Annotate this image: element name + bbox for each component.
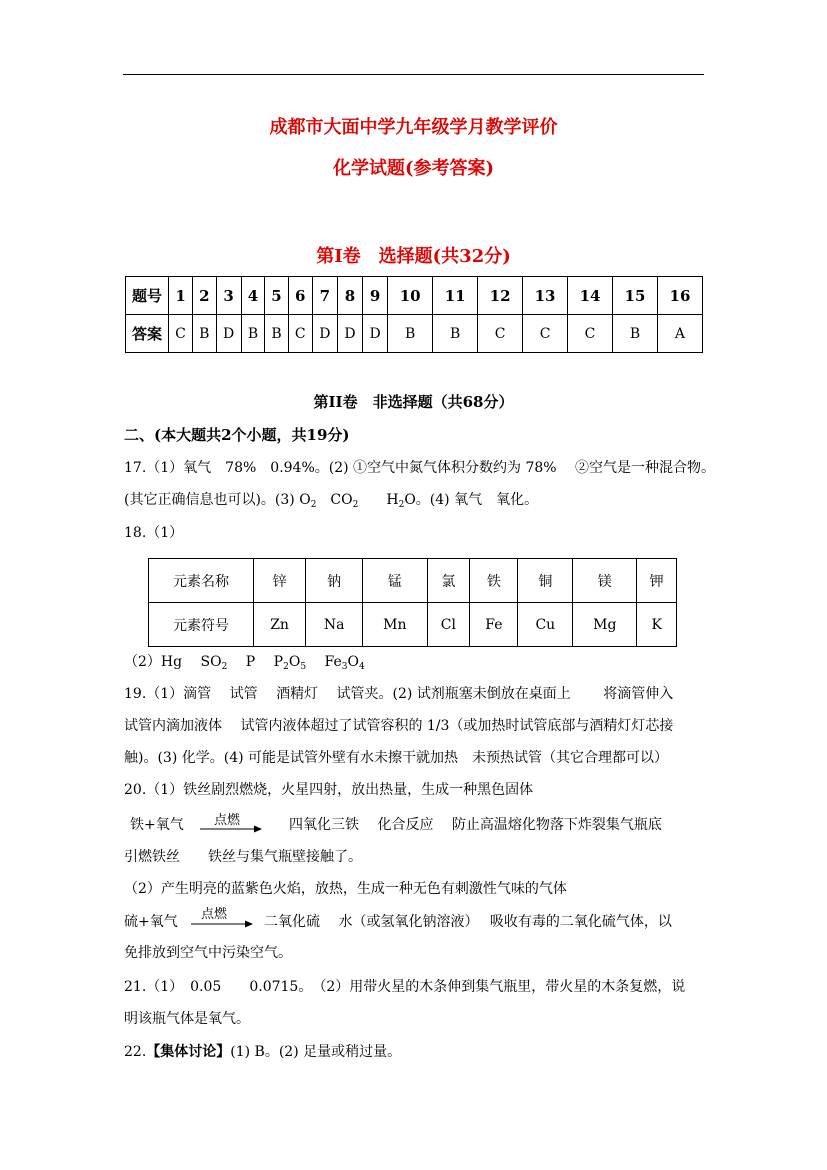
answer-cell: B — [265, 315, 289, 353]
q22-bold-label: 【集体讨论】 — [146, 1044, 231, 1060]
element-name: 镁 — [573, 559, 637, 603]
q20-line4: （2）产生明亮的蓝紫色火焰，放热，生成一种无色有刺激性气味的气体 — [124, 881, 567, 897]
answer-table — [125, 276, 703, 353]
q20-eq2-left: 硫+氧气 — [124, 914, 178, 930]
answer-cell: C — [478, 315, 523, 353]
q20-line1: 20.（1）铁丝剧烈燃烧，火星四射，放出热量，生成一种黑色固体 — [124, 782, 534, 798]
q20-line6: 免排放到空气中污染空气。 — [124, 945, 292, 961]
element-symbol-row — [149, 603, 677, 647]
question-number: 8 — [337, 277, 362, 315]
element-symbol: Cu — [518, 603, 573, 647]
element-name: 锌 — [254, 559, 306, 603]
part1-title: 第Ⅰ卷 选择题(共32分) — [316, 246, 511, 267]
q20-eq1-right: 四氧化三铁 化合反应 防止高温熔化物落下炸裂集气瓶底 — [289, 817, 662, 833]
answer-cell: B — [612, 315, 657, 353]
question-number: 5 — [265, 277, 289, 315]
element-symbol: K — [637, 603, 677, 647]
question-number-row — [126, 277, 703, 315]
q22-line: 22.【集体讨论】(1) B。(2) 足量或稍过量。 — [124, 1044, 402, 1060]
element-name: 锰 — [363, 559, 427, 603]
q20-eq2-condition: 点燃 — [201, 907, 228, 922]
school-title: 成都市大面中学九年级学月教学评价 — [269, 117, 558, 138]
section-heading: 二、(本大题共2个小题，共19分) — [124, 426, 350, 444]
answer-cell: D — [216, 315, 241, 353]
question-number: 2 — [193, 277, 217, 315]
question-number: 11 — [433, 277, 478, 315]
element-symbol: Mg — [573, 603, 637, 647]
q18-part2: （2）Hg $SO_2$ P $P_2O_5$ $Fe_3O_4$ — [124, 654, 365, 672]
element-table — [148, 558, 677, 647]
q20-line3: 引燃铁丝 铁丝与集气瓶壁接触了。 — [124, 849, 362, 865]
answer-cell: B — [388, 315, 433, 353]
row-label-answer: 答案 — [126, 315, 169, 353]
q21-line2: 明该瓶气体是氧气。 — [124, 1011, 250, 1027]
question-number: 10 — [388, 277, 433, 315]
question-number: 1 — [169, 277, 193, 315]
element-symbol: Cl — [427, 603, 470, 647]
question-number: 16 — [657, 277, 702, 315]
question-number: 15 — [612, 277, 657, 315]
q17-line1: 17.（1）氧气 78% 0.94%。(2) ①空气中氮气体积分数约为 78% ②空气是一种混合物。 — [124, 460, 716, 476]
element-name: 铁 — [470, 559, 518, 603]
element-name-row — [149, 559, 677, 603]
answer-cell: C — [568, 315, 613, 353]
q19-line2: 试管内滴加液体 试管内液体超过了试管容积的 1/3（或加热时试管底部与酒精灯灯芯接 — [124, 718, 674, 734]
question-number: 3 — [216, 277, 241, 315]
element-name: 钠 — [306, 559, 363, 603]
element-symbol: Zn — [254, 603, 306, 647]
element-name: 氯 — [427, 559, 470, 603]
answer-cell: B — [241, 315, 265, 353]
answer-cell: B — [193, 315, 217, 353]
answer-row — [126, 315, 703, 353]
element-symbol-label: 元素符号 — [149, 603, 254, 647]
q19-line1: 19.（1）滴管 试管 酒精灯 试管夹。(2) 试剂瓶塞未倒放在桌面上 将滴管伸入 — [124, 686, 674, 702]
document-subtitle: 化学试题(参考答案) — [332, 158, 495, 179]
question-number: 12 — [478, 277, 523, 315]
answer-cell: A — [657, 315, 702, 353]
answer-cell: C — [169, 315, 193, 353]
question-number: 4 — [241, 277, 265, 315]
question-number: 14 — [568, 277, 613, 315]
element-name: 铜 — [518, 559, 573, 603]
answer-cell: D — [312, 315, 337, 353]
q18-label: 18.（1） — [124, 525, 184, 541]
answer-cell: C — [523, 315, 568, 353]
question-number: 7 — [312, 277, 337, 315]
answer-cell: C — [288, 315, 312, 353]
q21-line1: 21.（1） 0.05 0.0715。 （2）用带火星的木条伸到集气瓶里，带火星的木条复燃，说 — [124, 979, 686, 995]
question-number: 9 — [363, 277, 388, 315]
answer-cell: D — [363, 315, 388, 353]
reaction-arrow-icon — [191, 918, 253, 930]
question-number: 6 — [288, 277, 312, 315]
q20-eq1-condition: 点燃 — [214, 813, 241, 828]
answer-cell: B — [433, 315, 478, 353]
element-name: 钾 — [637, 559, 677, 603]
q19-line3: 触)。(3) 化学。(4) 可能是试管外壁有水未擦干就加热 未预热试管（其它合理都可以） — [124, 750, 669, 766]
element-symbol: Mn — [363, 603, 427, 647]
q20-eq1-left: 铁+氧气 — [130, 817, 184, 833]
reaction-arrow-icon — [200, 823, 262, 835]
top-rule — [123, 74, 704, 75]
row-label-number: 题号 — [126, 277, 169, 315]
element-symbol: Na — [306, 603, 363, 647]
q17-line2: (其它正确信息也可以)。(3) $O_2$ $CO_2$ $H_2O$。(4) 氧气 氧化。 — [124, 492, 539, 510]
q20-eq2-right: 二氧化硫 水（或氢氧化钠溶液） 吸收有毒的二氧化硫气体，以 — [264, 914, 672, 930]
element-symbol: Fe — [470, 603, 518, 647]
part2-title: 第II卷 非选择题（共68分） — [313, 393, 514, 411]
element-name-label: 元素名称 — [149, 559, 254, 603]
answer-cell: D — [337, 315, 362, 353]
question-number: 13 — [523, 277, 568, 315]
